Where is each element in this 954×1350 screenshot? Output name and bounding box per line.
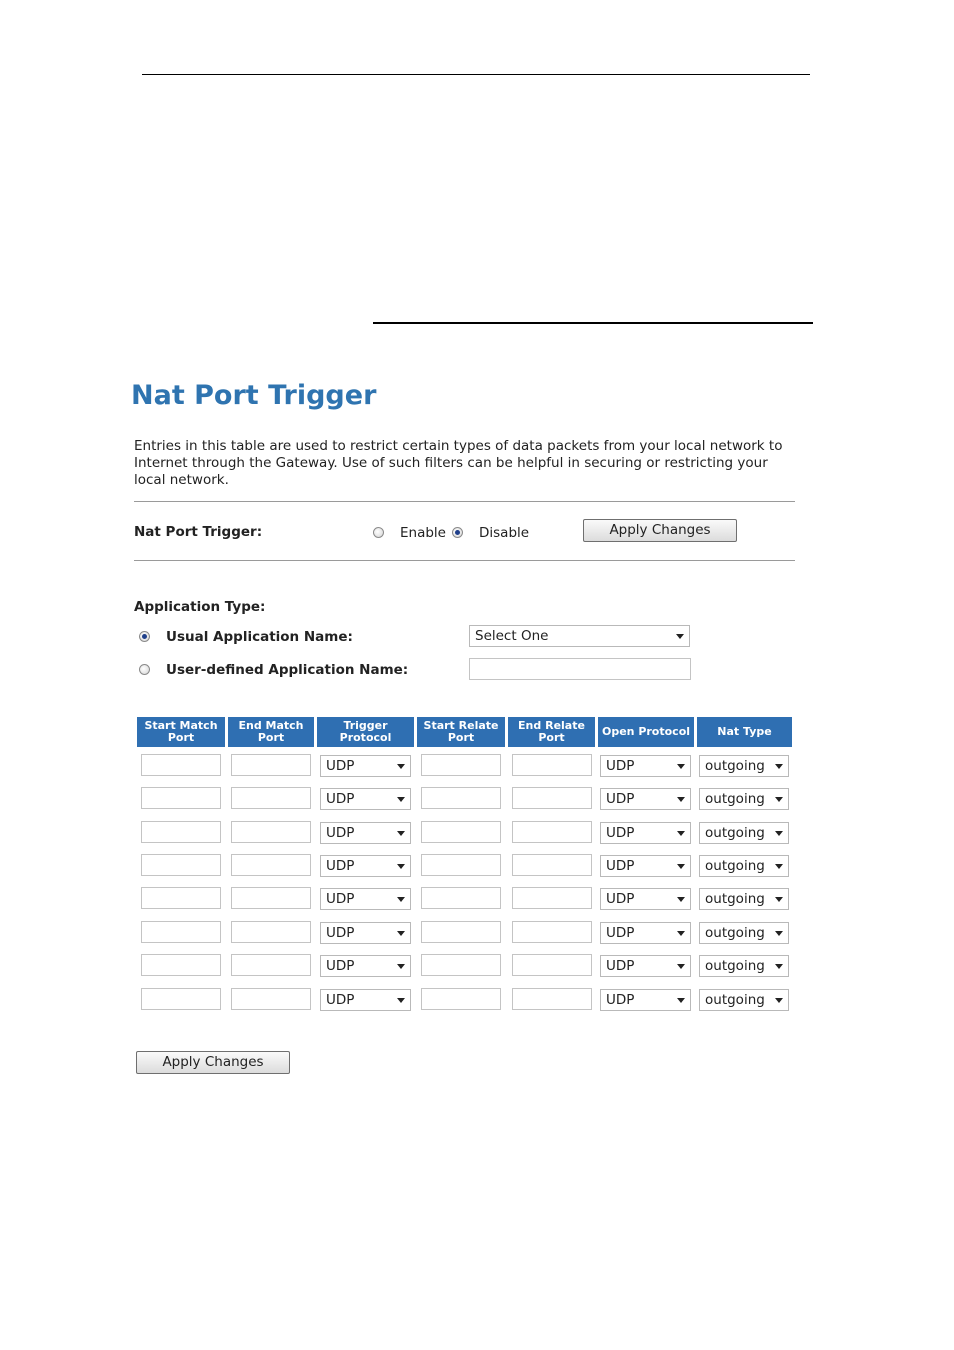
header-trigger-protocol: Trigger Protocol — [317, 717, 414, 747]
apply-changes-button-bottom[interactable]: Apply Changes — [136, 1051, 290, 1074]
open-protocol-select[interactable] — [600, 788, 691, 810]
open-protocol-select[interactable] — [600, 955, 691, 977]
enable-radio[interactable] — [373, 527, 384, 538]
nat-type-select[interactable] — [699, 822, 789, 844]
open-protocol-value: UDP — [606, 891, 635, 907]
open-protocol-value: UDP — [606, 791, 635, 807]
enable-label: Enable — [400, 525, 446, 541]
start-match-port-input[interactable] — [141, 887, 221, 909]
open-protocol-value: UDP — [606, 992, 635, 1008]
chevron-down-icon — [397, 764, 405, 769]
divider-top — [134, 501, 795, 502]
trigger-protocol-select[interactable] — [320, 788, 411, 810]
header-open-protocol: Open Protocol — [598, 717, 694, 747]
start-relate-port-input[interactable] — [421, 854, 501, 876]
end-relate-port-input[interactable] — [512, 988, 592, 1010]
usual-application-label: Usual Application Name: — [166, 629, 353, 645]
trigger-protocol-value: UDP — [326, 758, 355, 774]
nat-type-value: outgoing — [705, 858, 765, 874]
open-protocol-select[interactable] — [600, 755, 691, 777]
nat-type-value: outgoing — [705, 791, 765, 807]
open-protocol-value: UDP — [606, 825, 635, 841]
disable-radio[interactable] — [452, 527, 463, 538]
header-nat-type: Nat Type — [697, 717, 792, 747]
chevron-down-icon — [397, 998, 405, 1003]
chevron-down-icon — [677, 964, 685, 969]
chevron-down-icon — [397, 964, 405, 969]
start-relate-port-input[interactable] — [421, 754, 501, 776]
header-start-match-port: Start Match Port — [137, 717, 225, 747]
user-defined-application-radio[interactable] — [139, 664, 150, 675]
chevron-down-icon — [676, 634, 684, 639]
end-relate-port-input[interactable] — [512, 887, 592, 909]
end-match-port-input[interactable] — [231, 988, 311, 1010]
start-relate-port-input[interactable] — [421, 787, 501, 809]
nat-type-select[interactable] — [699, 989, 789, 1011]
trigger-protocol-select[interactable] — [320, 855, 411, 877]
open-protocol-value: UDP — [606, 958, 635, 974]
trigger-protocol-select[interactable] — [320, 755, 411, 777]
open-protocol-select[interactable] — [600, 989, 691, 1011]
end-relate-port-input[interactable] — [512, 821, 592, 843]
trigger-protocol-value: UDP — [326, 992, 355, 1008]
nat-type-value: outgoing — [705, 758, 765, 774]
chevron-down-icon — [775, 964, 783, 969]
chevron-down-icon — [775, 931, 783, 936]
chevron-down-icon — [397, 831, 405, 836]
end-match-port-input[interactable] — [231, 921, 311, 943]
usual-application-radio[interactable] — [139, 631, 150, 642]
trigger-protocol-value: UDP — [326, 791, 355, 807]
chevron-down-icon — [677, 864, 685, 869]
usual-application-value: Select One — [475, 628, 549, 644]
chevron-down-icon — [775, 897, 783, 902]
chevron-down-icon — [677, 931, 685, 936]
usual-application-select[interactable] — [469, 625, 690, 647]
start-relate-port-input[interactable] — [421, 988, 501, 1010]
nat-type-select[interactable] — [699, 755, 789, 777]
open-protocol-value: UDP — [606, 758, 635, 774]
chevron-down-icon — [775, 998, 783, 1003]
chevron-down-icon — [677, 998, 685, 1003]
end-match-port-input[interactable] — [231, 787, 311, 809]
nat-type-value: outgoing — [705, 891, 765, 907]
start-relate-port-input[interactable] — [421, 921, 501, 943]
end-match-port-input[interactable] — [231, 821, 311, 843]
end-match-port-input[interactable] — [231, 854, 311, 876]
chevron-down-icon — [775, 831, 783, 836]
divider-middle — [134, 560, 795, 561]
chevron-down-icon — [677, 797, 685, 802]
nat-type-value: outgoing — [705, 958, 765, 974]
nat-type-select[interactable] — [699, 888, 789, 910]
header-end-relate-port: End Relate Port — [508, 717, 595, 747]
chevron-down-icon — [775, 797, 783, 802]
trigger-protocol-value: UDP — [326, 925, 355, 941]
open-protocol-value: UDP — [606, 858, 635, 874]
start-match-port-input[interactable] — [141, 754, 221, 776]
chevron-down-icon — [677, 831, 685, 836]
open-protocol-select[interactable] — [600, 855, 691, 877]
chevron-down-icon — [397, 797, 405, 802]
start-match-port-input[interactable] — [141, 988, 221, 1010]
open-protocol-select[interactable] — [600, 922, 691, 944]
end-match-port-input[interactable] — [231, 887, 311, 909]
trigger-protocol-value: UDP — [326, 891, 355, 907]
user-defined-application-label: User-defined Application Name: — [166, 662, 409, 678]
header-end-match-port: End Match Port — [228, 717, 314, 747]
chevron-down-icon — [397, 897, 405, 902]
open-protocol-select[interactable] — [600, 822, 691, 844]
header-start-relate-port: Start Relate Port — [417, 717, 505, 747]
end-match-port-input[interactable] — [231, 954, 311, 976]
chevron-down-icon — [677, 897, 685, 902]
start-relate-port-input[interactable] — [421, 954, 501, 976]
start-match-port-input[interactable] — [141, 954, 221, 976]
trigger-protocol-select[interactable] — [320, 888, 411, 910]
nat-type-select[interactable] — [699, 955, 789, 977]
application-type-label: Application Type: — [134, 599, 266, 615]
trigger-protocol-select[interactable] — [320, 822, 411, 844]
trigger-protocol-value: UDP — [326, 858, 355, 874]
end-match-port-input[interactable] — [231, 754, 311, 776]
nat-type-select[interactable] — [699, 855, 789, 877]
start-match-port-input[interactable] — [141, 821, 221, 843]
end-relate-port-input[interactable] — [512, 754, 592, 776]
end-relate-port-input[interactable] — [512, 854, 592, 876]
nat-type-select[interactable] — [699, 788, 789, 810]
chevron-down-icon — [775, 864, 783, 869]
page-title: Nat Port Trigger — [131, 380, 377, 411]
user-defined-application-input[interactable] — [469, 658, 691, 680]
disable-label: Disable — [479, 525, 530, 541]
trigger-protocol-select[interactable] — [320, 989, 411, 1011]
chevron-down-icon — [775, 764, 783, 769]
nat-port-trigger-label: Nat Port Trigger: — [134, 524, 263, 540]
open-protocol-select[interactable] — [600, 888, 691, 910]
chevron-down-icon — [397, 864, 405, 869]
trigger-protocol-select[interactable] — [320, 955, 411, 977]
nat-type-value: outgoing — [705, 992, 765, 1008]
chevron-down-icon — [397, 931, 405, 936]
start-relate-port-input[interactable] — [421, 887, 501, 909]
nat-type-select[interactable] — [699, 922, 789, 944]
start-match-port-input[interactable] — [141, 921, 221, 943]
nat-type-value: outgoing — [705, 825, 765, 841]
trigger-protocol-select[interactable] — [320, 922, 411, 944]
start-match-port-input[interactable] — [141, 787, 221, 809]
page-description: Entries in this table are used to restrict certain types of data packets from your local network to Internet through the Gateway. Use of such filters can be helpful in securing or restricting your local network. — [134, 438, 783, 488]
trigger-protocol-value: UDP — [326, 958, 355, 974]
open-protocol-value: UDP — [606, 925, 635, 941]
apply-changes-button-top[interactable]: Apply Changes — [583, 519, 737, 542]
section-rule — [373, 322, 813, 324]
chevron-down-icon — [677, 764, 685, 769]
start-relate-port-input[interactable] — [421, 821, 501, 843]
end-relate-port-input[interactable] — [512, 787, 592, 809]
end-relate-port-input[interactable] — [512, 921, 592, 943]
nat-type-value: outgoing — [705, 925, 765, 941]
page-top-rule — [142, 74, 810, 75]
end-relate-port-input[interactable] — [512, 954, 592, 976]
trigger-protocol-value: UDP — [326, 825, 355, 841]
start-match-port-input[interactable] — [141, 854, 221, 876]
